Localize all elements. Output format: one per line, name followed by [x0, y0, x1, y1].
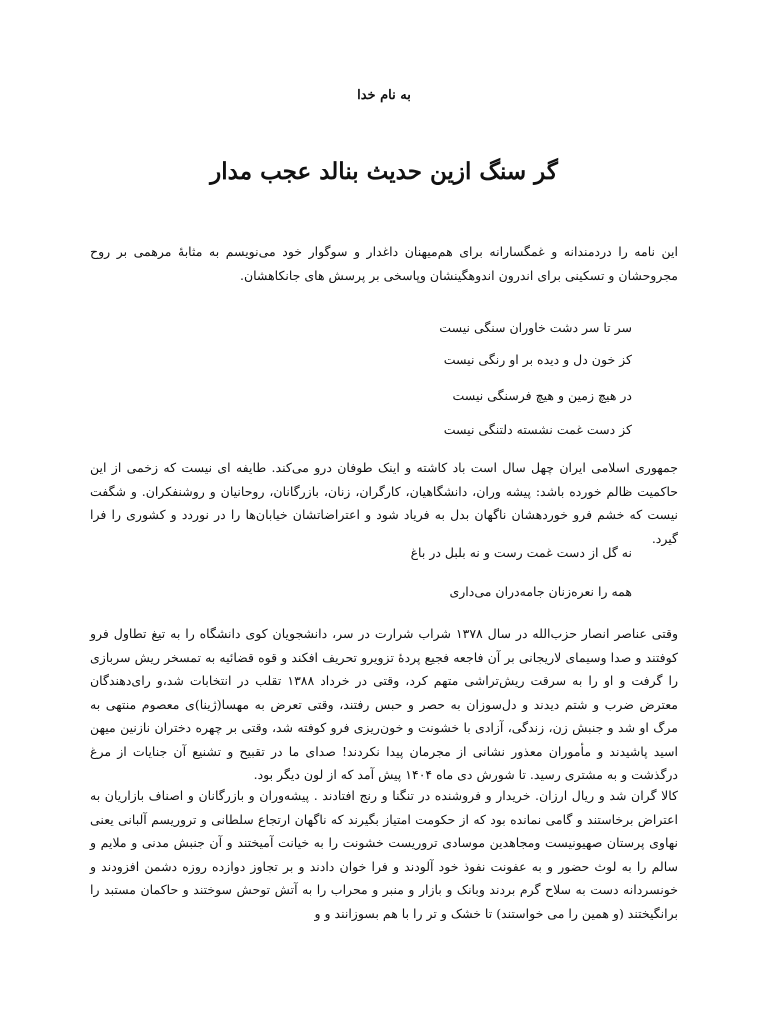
verse-line: نه گل از دست غمت رست و نه بلبل در باغ	[410, 545, 632, 560]
paragraph-protests: کالا گران شد و ریال ارزان. خریدار و فروشنده در تنگنا و رنج افتادند . پیشه‌وران و بازرگانان و اصناف بازاریان به اعتراض برخاستند و گامی نمانده بود که از حکومت امتیاز بگیرند که ناگهان ارتجاع سلطانی و تروریسم آلبانی یعنی نهاوی پرستان صهیونیست ومجاهدین موسادی تروریست خشونت را به خیانت آمیختند و آن جنبش مدنی و ملایم و سالم را به لوث حضور و به عفونت نفوذ خود آلودند و فرا خوان دادند و بر تجاوز دوازده روزه دشمن افزودند و خونسردانه دست به سلاح گرم بردند وبانک و بازار و منبر و محراب را به آتش توحش سوختند و حاکمان مستبد را برانگیختند (و همین را می خواستند) تا خشک و تر را با هم بسوزانند و و	[90, 788, 678, 921]
verse-line: کز خون دل و دیده بر او رنگی نیست	[443, 352, 632, 367]
document-title: گر سنگ ازین حدیث بنالد عجب مدار	[210, 158, 558, 185]
paragraph-republic: جمهوری اسلامی ایران چهل سال است باد کاشته و اینک طوفان درو می‌کند. طایفه ای نیست که زخمی از این حاکمیت ظالم خورده باشد: پیشه وران، دانشگاهیان، کارگران، زنان، بازرگانان، روحانیان و روشنفکران. و شگفت نیست که خشم فرو خوردهشان ناگهان بدل به فریاد شود و اعتراضاتشان خیابان‌ها را در نوردد و کشوری را فرا گیرد.	[90, 460, 678, 546]
paragraph-history: وقتی عناصر انصار حزب‌الله در سال ۱۳۷۸ شراب شرارت در سر، دانشجویان کوی دانشگاه را به تیغ تطاول فرو کوفتند و صدا وسیمای لاریجانی بر آن فاجعه فجیع پردهٔ تزویرو تحریف افکند و قوه قضائیه به تمسخر ریش سربازی را گرفت و او را به سرقت ریش‌تراشی متهم کرد، وقتی در خرداد ۱۳۸۸ تقلب در انتخابات شد،و رای‌دهندگان معترض ضرب و شتم دیدند و دل‌سوزان به حصر و حبس رفتند، وقتی تعرض به مهسا(ژینا)ی معصوم منتهی به مرگ او شد و جنبش زن، زندگی، آزادی با خشونت و خون‌ریزی فرو کوفته شد، وقتی بر چهره دختران نازنین میهن اسید پاشیدند و مأموران معذور نشانی از مجرمان پیدا نکردند! صدای ما در تقبیح و تشنیع آن جنایات از مرغ درگذشت و به مشتری رسید. تا شورش دی ماه ۱۴۰۴ پیش آمد که از لون دیگر بود.	[90, 626, 679, 782]
bismillah-heading: به نام خدا	[357, 88, 411, 103]
verse-line: همه را نعره‌زنان جامه‌دران می‌داری	[449, 584, 632, 599]
verse-line: در هیچ زمین و هیچ فرسنگی نیست	[452, 388, 632, 403]
verse-line: سر تا سر دشت خاوران سنگی نیست	[439, 320, 632, 335]
verse-line: کز دست غمت نشسته دلتنگی نیست	[443, 422, 632, 437]
paragraph-intro: این نامه را دردمندانه و غمگسارانه برای هم‌میهنان داغدار و سوگوار خود می‌نویسم به مثابهٔ مرهمی بر روح مجروحشان و تسکینی برای اندرون اندوهگینشان وپاسخی بر پرسش های جانکاهشان.	[90, 244, 678, 283]
